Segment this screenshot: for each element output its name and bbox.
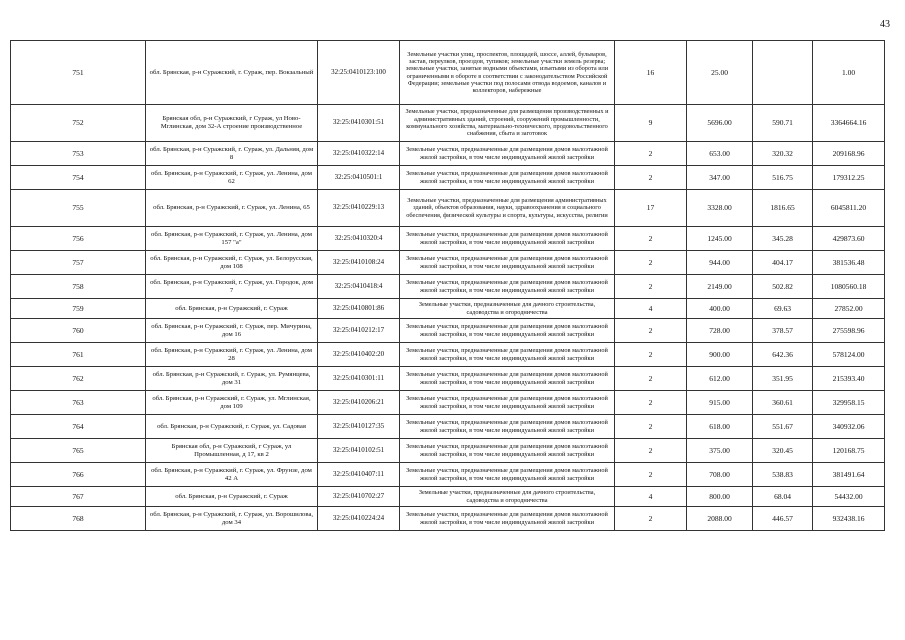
cadastral-number-cell: 32:25:0410127:35 (318, 415, 400, 439)
cadastral-number-cell: 32:25:0410224:24 (318, 507, 400, 531)
address-cell: обл. Брянская, р-н Суражский, г. Сураж, ул. Ленина, дом 62 (146, 166, 318, 190)
row-number-cell: 757 (11, 251, 146, 275)
area-cell: 3328.00 (687, 190, 753, 227)
cadastral-value-cell: 3364664.16 (813, 105, 885, 142)
use-group-cell: 2 (615, 166, 687, 190)
address-cell: обл. Брянская, р-н Суражский, г. Сураж (146, 487, 318, 507)
cadastral-number-cell: 32:25:0410702:27 (318, 487, 400, 507)
row-number-cell: 751 (11, 41, 146, 105)
area-cell: 347.00 (687, 166, 753, 190)
area-cell: 2088.00 (687, 507, 753, 531)
table-row (11, 463, 885, 487)
address-cell: обл. Брянская, р-н Суражский, г. Сураж, ул. Дальняя, дом 8 (146, 142, 318, 166)
row-number-cell: 759 (11, 299, 146, 319)
use-group-cell: 2 (615, 275, 687, 299)
use-group-cell: 2 (615, 415, 687, 439)
land-use-cell: Земельные участки, предназначенные для размещения административных зданий, объектов образования, науки, здравоохранения и социального обеспечения, физической культуры и спорта, культуры, искусства, религии (400, 190, 615, 227)
address-cell: обл. Брянская, р-н Суражский, г. Сураж, пер. Вокзальный (146, 41, 318, 105)
unit-value-cell: 360.61 (753, 391, 813, 415)
row-number-cell: 754 (11, 166, 146, 190)
area-cell: 944.00 (687, 251, 753, 275)
row-number-cell: 758 (11, 275, 146, 299)
use-group-cell: 2 (615, 507, 687, 531)
address-cell: обл. Брянская, р-н Суражский, г. Сураж, ул. Ленина, дом 157 "а" (146, 227, 318, 251)
cadastral-number-cell: 32:25:0410102:51 (318, 439, 400, 463)
row-number-cell: 768 (11, 507, 146, 531)
unit-value-cell: 538.83 (753, 463, 813, 487)
unit-value-cell: 69.63 (753, 299, 813, 319)
address-cell: Брянская обл, р-н Суражский, г Сураж, ул Ново-Мглинская, дом 32-А строение производственное (146, 105, 318, 142)
area-cell: 5696.00 (687, 105, 753, 142)
cadastral-number-cell: 32:25:0410206:21 (318, 391, 400, 415)
row-number-cell: 765 (11, 439, 146, 463)
table-row (11, 227, 885, 251)
table-row (11, 415, 885, 439)
area-cell: 900.00 (687, 343, 753, 367)
unit-value-cell: 590.71 (753, 105, 813, 142)
row-number-cell: 762 (11, 367, 146, 391)
unit-value-cell: 502.82 (753, 275, 813, 299)
unit-value-cell: 320.45 (753, 439, 813, 463)
row-number-cell: 753 (11, 142, 146, 166)
registry-body (11, 41, 885, 531)
land-use-cell: Земельные участки, предназначенные для размещения домов малоэтажной жилой застройки, в том числе индивидуальной жилой застройки (400, 275, 615, 299)
cadastral-value-cell: 1.00 (813, 41, 885, 105)
land-use-cell: Земельные участки, предназначенные для размещения домов малоэтажной жилой застройки, в том числе индивидуальной жилой застройки (400, 391, 615, 415)
cadastral-number-cell: 32:25:0410229:13 (318, 190, 400, 227)
use-group-cell: 17 (615, 190, 687, 227)
table-row (11, 439, 885, 463)
cadastral-value-cell: 27852.00 (813, 299, 885, 319)
land-use-cell: Земельные участки, предназначенные для размещения домов малоэтажной жилой застройки, в том числе индивидуальной жилой застройки (400, 367, 615, 391)
area-cell: 400.00 (687, 299, 753, 319)
row-number-cell: 752 (11, 105, 146, 142)
address-cell: обл. Брянская, р-н Суражский, г. Сураж, ул. Садовая (146, 415, 318, 439)
row-number-cell: 764 (11, 415, 146, 439)
unit-value-cell: 446.57 (753, 507, 813, 531)
cadastral-value-cell: 120168.75 (813, 439, 885, 463)
land-use-cell: Земельные участки, предназначенные для размещения домов малоэтажной жилой застройки, в том числе индивидуальной жилой застройки (400, 227, 615, 251)
use-group-cell: 2 (615, 343, 687, 367)
land-use-cell: Земельные участки, предназначенные для размещения домов малоэтажной жилой застройки, в том числе индивидуальной жилой застройки (400, 166, 615, 190)
unit-value-cell: 642.36 (753, 343, 813, 367)
address-cell: обл. Брянская, р-н Суражский, г. Сураж, ул. Белорусская, дом 108 (146, 251, 318, 275)
address-cell: обл. Брянская, р-н Суражский, г. Сураж, пер. Мичурина, дом 16 (146, 319, 318, 343)
cadastral-number-cell: 32:25:0410212:17 (318, 319, 400, 343)
cadastral-value-cell: 381491.64 (813, 463, 885, 487)
land-use-cell: Земельные участки, предназначенные для размещения домов малоэтажной жилой застройки, в том числе индивидуальной жилой застройки (400, 251, 615, 275)
cadastral-number-cell: 32:25:0410418:4 (318, 275, 400, 299)
cadastral-number-cell: 32:25:0410108:24 (318, 251, 400, 275)
unit-value-cell: 68.04 (753, 487, 813, 507)
use-group-cell: 2 (615, 439, 687, 463)
cadastral-number-cell: 32:25:0410402:20 (318, 343, 400, 367)
use-group-cell: 4 (615, 299, 687, 319)
land-use-cell: Земельные участки, предназначенные для дачного строительства, садоводства и огородничества (400, 487, 615, 507)
use-group-cell: 16 (615, 41, 687, 105)
table-row (11, 41, 885, 105)
cadastral-value-cell: 329958.15 (813, 391, 885, 415)
row-number-cell: 767 (11, 487, 146, 507)
unit-value-cell: 1816.65 (753, 190, 813, 227)
cadastral-value-cell: 381536.48 (813, 251, 885, 275)
address-cell: обл. Брянская, р-н Суражский, г. Сураж, ул. Ворошилова, дом 34 (146, 507, 318, 531)
page-number: 43 (880, 19, 890, 30)
use-group-cell: 2 (615, 227, 687, 251)
unit-value-cell (753, 41, 813, 105)
address-cell: обл. Брянская, р-н Суражский, г. Сураж, ул. Городок, дом 7 (146, 275, 318, 299)
unit-value-cell: 320.32 (753, 142, 813, 166)
table-row (11, 190, 885, 227)
cadastral-number-cell: 32:25:0410301:11 (318, 367, 400, 391)
table-row (11, 487, 885, 507)
use-group-cell: 2 (615, 142, 687, 166)
table-row (11, 343, 885, 367)
land-use-cell: Земельные участки, предназначенные для дачного строительства, садоводства и огородничества (400, 299, 615, 319)
address-cell: обл. Брянская, р-н Суражский, г. Сураж, ул. Румянцева, дом 31 (146, 367, 318, 391)
use-group-cell: 2 (615, 463, 687, 487)
row-number-cell: 755 (11, 190, 146, 227)
area-cell: 375.00 (687, 439, 753, 463)
unit-value-cell: 378.57 (753, 319, 813, 343)
row-number-cell: 763 (11, 391, 146, 415)
land-use-cell: Земельные участки, предназначенные для размещения домов малоэтажной жилой застройки, в том числе индивидуальной жилой застройки (400, 463, 615, 487)
cadastral-value-cell: 932438.16 (813, 507, 885, 531)
address-cell: обл. Брянская, р-н Суражский, г. Сураж (146, 299, 318, 319)
land-use-cell: Земельные участки, предназначенные для размещения домов малоэтажной жилой застройки, в том числе индивидуальной жилой застройки (400, 439, 615, 463)
row-number-cell: 766 (11, 463, 146, 487)
land-use-cell: Земельные участки, предназначенные для размещения домов малоэтажной жилой застройки, в том числе индивидуальной жилой застройки (400, 343, 615, 367)
cadastral-number-cell: 32:25:0410301:51 (318, 105, 400, 142)
use-group-cell: 2 (615, 391, 687, 415)
area-cell: 618.00 (687, 415, 753, 439)
table-row (11, 299, 885, 319)
cadastral-number-cell: 32:25:0410320:4 (318, 227, 400, 251)
address-cell: обл. Брянская, р-н Суражский, г. Сураж, ул. Мглинская, дом 109 (146, 391, 318, 415)
table-row (11, 319, 885, 343)
cadastral-number-cell: 32:25:0410407:11 (318, 463, 400, 487)
cadastral-value-cell: 340932.06 (813, 415, 885, 439)
cadastral-value-cell: 54432.00 (813, 487, 885, 507)
row-number-cell: 756 (11, 227, 146, 251)
registry-table (10, 40, 885, 531)
cadastral-number-cell: 32:25:0410501:1 (318, 166, 400, 190)
area-cell: 708.00 (687, 463, 753, 487)
unit-value-cell: 516.75 (753, 166, 813, 190)
land-use-cell: Земельные участки, предназначенные для размещения домов малоэтажной жилой застройки, в том числе индивидуальной жилой застройки (400, 142, 615, 166)
cadastral-value-cell: 6045811.20 (813, 190, 885, 227)
area-cell: 612.00 (687, 367, 753, 391)
area-cell: 800.00 (687, 487, 753, 507)
cadastral-value-cell: 429873.60 (813, 227, 885, 251)
land-use-cell: Земельные участки, предназначенные для размещения производственных и административных зданий, строений, сооружений промышленности, коммунального хозяйства, материально-технического, продовольственного снабжения, сбыта и заготовок (400, 105, 615, 142)
cadastral-value-cell: 578124.00 (813, 343, 885, 367)
area-cell: 653.00 (687, 142, 753, 166)
land-use-cell: Земельные участки, предназначенные для размещения домов малоэтажной жилой застройки, в том числе индивидуальной жилой застройки (400, 415, 615, 439)
address-cell: Брянская обл, р-н Суражский, г Сураж, ул Промышленная, д 17, кв 2 (146, 439, 318, 463)
use-group-cell: 2 (615, 319, 687, 343)
table-row (11, 105, 885, 142)
address-cell: обл. Брянская, р-н Суражский, г. Сураж, ул. Ленина, 65 (146, 190, 318, 227)
land-use-cell: Земельные участки улиц, проспектов, площадей, шоссе, аллей, бульваров, застав, переулков, проездов, тупиков; земельные участки земель резерва; земельные участки, занятые водными объектами, изъятыми из оборота или ограниченными в обороте в соответствии с законодательством Российской Федерации; земельные участки под полосами отвода водоемов, каналов и коллекторов, набережные (400, 41, 615, 105)
cadastral-value-cell: 275598.96 (813, 319, 885, 343)
cadastral-number-cell: 32:25:0410123:100 (318, 41, 400, 105)
table-row (11, 367, 885, 391)
address-cell: обл. Брянская, р-н Суражский, г. Сураж, ул. Ленина, дом 28 (146, 343, 318, 367)
cadastral-number-cell: 32:25:0410322:14 (318, 142, 400, 166)
table-row (11, 251, 885, 275)
unit-value-cell: 404.17 (753, 251, 813, 275)
row-number-cell: 761 (11, 343, 146, 367)
use-group-cell: 9 (615, 105, 687, 142)
area-cell: 915.00 (687, 391, 753, 415)
use-group-cell: 2 (615, 251, 687, 275)
cadastral-value-cell: 1080560.18 (813, 275, 885, 299)
cadastral-value-cell: 209168.96 (813, 142, 885, 166)
cadastral-number-cell: 32:25:0410801:86 (318, 299, 400, 319)
use-group-cell: 4 (615, 487, 687, 507)
use-group-cell: 2 (615, 367, 687, 391)
land-use-cell: Земельные участки, предназначенные для размещения домов малоэтажной жилой застройки, в том числе индивидуальной жилой застройки (400, 507, 615, 531)
table-row (11, 166, 885, 190)
unit-value-cell: 551.67 (753, 415, 813, 439)
cadastral-value-cell: 179312.25 (813, 166, 885, 190)
cadastral-value-cell: 215393.40 (813, 367, 885, 391)
unit-value-cell: 351.95 (753, 367, 813, 391)
table-row (11, 275, 885, 299)
table-row (11, 507, 885, 531)
land-use-cell: Земельные участки, предназначенные для размещения домов малоэтажной жилой застройки, в том числе индивидуальной жилой застройки (400, 319, 615, 343)
address-cell: обл. Брянская, р-н Суражский, г. Сураж, ул. Фрунзе, дом 42 А (146, 463, 318, 487)
area-cell: 2149.00 (687, 275, 753, 299)
area-cell: 728.00 (687, 319, 753, 343)
area-cell: 25.00 (687, 41, 753, 105)
table-row (11, 391, 885, 415)
area-cell: 1245.00 (687, 227, 753, 251)
table-row (11, 142, 885, 166)
unit-value-cell: 345.28 (753, 227, 813, 251)
row-number-cell: 760 (11, 319, 146, 343)
